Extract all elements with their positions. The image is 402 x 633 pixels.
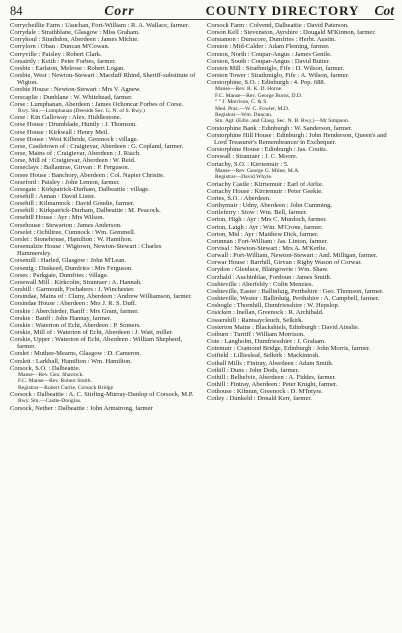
directory-entry: Corse : Kin Galloway : Alex. Hiddlestone. [10,114,122,122]
directory-entry: Corsehill : Annan : David Lister. [10,193,96,200]
directory-entry: Corslett : Larkhall, Hamilton : Wm. Hamilton. [10,357,132,365]
entry-detail: F.C. Manse—Rev. Robert Smith. [18,378,92,385]
directory-entry: Corse, Mains of : Craigievar, Aberdeen : J. Riach. [10,150,141,158]
directory-entry: Coshieville, Easter : Ballinluig, Perthshire : Geo. Thomson, farmer. [207,287,384,295]
directory-entry: Corse : Lumphanan, Aberdeen : James Ochoncar Forbes of Corse. [10,100,184,108]
directory-entry: Coshieville : Aberfeldy : Colin Menzies. [207,280,314,288]
directory-entry: Cortes, S.O. : Aberdeen. [207,194,271,202]
directory-entry: Corsegate : Kirkpatrick-Durham, Dalbeattie : village. [10,185,150,193]
directory-entry: Corsindae House : Aberdeen : Mrs J. R. S. Duff. [10,300,137,308]
directory-entry: Cothill : Belhelvie, Aberdeen : A. Fiddes, farmer. [207,373,336,381]
directory-entry: Cortachy, S.O. : Kirriemuir : 5. [207,160,289,168]
right-running-title: Cot [374,3,394,18]
entry-detail: F.C. Manse—Rev. George Burns, D.D. [215,92,303,99]
directory-entry: Corse House : Kirkwall : Henry Meil. [10,128,110,136]
directory-entry: Corsock, S.O. : Dalbeattie. [10,364,81,372]
directory-entry: Corrylorn : Oban : Duncan M'Cowan. [10,43,110,51]
directory-entry: Corskie : Aberchirder, Banff : Mrs Grant, farmer. [10,307,139,315]
directory-entry: Corwall : Port-William, Newton-Stewart : And. Milligan, farmer. [207,252,378,260]
directory-entry: Corton, High : Ayr : Mrs C. Murdoch, farmer. [207,216,327,224]
directory-entry: Corscaplie : Dunblane : W. Whitehead, farmer. [10,93,133,101]
directory-entry: Corses : Parkgate, Dumfries : village. [10,271,109,279]
directory-entry: Corsehill : Kirkpatrick-Durham, Dalbeattie : M. Peacock. [10,207,161,215]
directory-entry: Corskie, Upper : Waterton of Echt, Aberdeen : William Shepherd, farmer. [10,336,183,351]
directory-entry: Corrydale : Strathblane, Glasgow : Miss Graham. [10,29,140,37]
page-header [10,3,394,18]
entry-detail: " " J. Morrison, C. & S. [215,99,268,106]
directory-entry: Corsehouse : Stewarton : James Anderson. [10,221,122,229]
directory-entry: Corswall : Stranraer : J. C. Moore. [207,153,298,161]
directory-entry: Corton, Mid : Ayr : Matthew Dick, farmer. [207,230,319,238]
entry-detail: Med. Prac.—W. C. Fowler, M.D. [215,105,290,112]
directory-entry: Corryhoul : Strathdon, Aberdeen : James Michie. [10,36,139,44]
right-column [207,22,394,412]
directory-entry: Corse House : West Kilbride, Greenock : village. [10,135,139,143]
directory-entry: Cotley : Dunkeld : Donald Kerr, farmer. [207,395,312,403]
directory-entry: Corselet : Ochiltree, Cumnock : Wm. Gemmell. [10,228,136,236]
directory-entry: Corsindae, Mains of : Cluny, Aberdeen : Andrew Williamson, farmer. [10,293,192,301]
two-column-body [10,22,394,412]
directory-entry: Corseford : Paisley : John Lemon, farmer. [10,178,120,186]
directory-entry: Coshogle : Thornhill, Dumfriesshire : W. Hepslop. [207,302,340,310]
directory-entry: Corsehill House : Ayr : Mrs Wilson. [10,214,105,222]
left-running-title: Corr [104,3,135,18]
directory-entry: Cosicken : Inellan, Greenock : R. Archibald. [207,309,324,317]
directory-entry: Corston Mill : Strathmiglo, Fife : D. Wilson, farmer. [207,64,345,72]
directory-entry: Corskie, Mill of : Waterton of Echt, Aberdeen : J. Watt, miller. [10,328,174,336]
entry-detail: Stn. Agt. (Edin. and Glasg. Sec. N. B. Rwy.)—Mr Simpson. [215,118,350,125]
directory-entry: Corsehill : Kilmarnock : David Goudie, farmer. [10,200,135,208]
entry-detail: Rwy. Stn.—Lumphanan (Deeside Sec. G. N. of S. Rwy.) [18,107,145,114]
directory-entry: Corsairtly : Keith : Peter Forbes, farmer. [10,57,116,65]
directory-entry: Corsemill : Harled, Glasgow : John M'Lean. [10,257,127,265]
directory-entry: Cothill : Duns : John Dods, farmer. [207,366,300,374]
directory-entry: Corsenig : Duskeed, Dumfries : Mrs Ferguson. [10,264,133,272]
directory-entry: Cotfield : Lilliesleaf, Selkirk : Mackintosh. [207,352,320,360]
directory-entry: Cothall Mills : Fintray, Aberdeen : Adam Smith. [207,359,334,367]
directory-entry: Corstorphine House : Edinburgh : Jas. Coutts. [207,146,328,154]
directory-entry: Corsemalzie House : Wigtown, Newton-Stewart : Charles Hammersley. [10,243,162,258]
directory-entry: Cotburn : Turriff : William Morrison. [207,330,305,338]
left-column [10,22,197,412]
entry-detail: Manse—Rev. Geo. Sharrock. [18,371,84,378]
directory-entry: Corse, Castletown of : Craigievar, Aberdeen : G. Copland, farmer. [10,142,184,150]
directory-entry: Corrycheillie Farm : Uauchan, Fort-William : R. A. Wallace, farmer. [10,22,190,29]
directory-entry: Corwar House : Barrhill, Girvan : Rigby Wason of Corwar. [207,259,362,267]
entry-detail: Registrar—Wm. Duncan. [215,112,273,119]
entry-detail: Registrar—Robert Currie, Corsock Bridge [18,384,114,391]
directory-entry: Corston Tower : Strathmiglo, Fife : A. Wilson, farmer. [207,72,349,80]
directory-entry: Corydon : Glenluce, Blairgowrie : Wm. Shaw. [207,266,329,274]
directory-entry: Corskie : Banff : John Hannay, farmer. [10,314,112,322]
directory-entry: Corsbie, West : Newton-Stewart : Macduff Rhind, Sheriff-substitute of Wigton. [10,72,196,87]
directory-entry: Corstamon : Dunscore, Dumfries : Herbt. Austin. [207,36,336,44]
directory-entry: Corskie : Waterton of Echt, Aberdeen : P. Somers. [10,321,141,329]
center-running-title: COUNTY DIRECTORY [205,3,360,18]
directory-entry: Corston : Mid-Calder : Adam Fleming, farmer. [207,43,330,51]
entry-detail: Registrar—David Whyte. [215,174,273,181]
directory-entry: Corstorphine Bank : Edinburgh : W. Sanderson, farmer. [207,124,353,132]
directory-entry: Corslet : Muthee-Mearns, Glasgow : D. Cameron. [10,350,142,358]
directory-entry: Corston, North : Coupar-Angus : James Gentle. [207,50,332,58]
directory-entry: Corstorphine Hill House : Edinburgh : John Henderson, Queen's and Lord Treasurer's Remembrancer in Exchequer. [207,132,387,147]
directory-entry: Corston, South : Coupar-Angus : David Butter. [207,57,331,65]
directory-entry: Corton, Laigh : Ayr : Wm. M'Crone, farmer. [207,223,323,231]
directory-entry: Corse House : Drumblade, Huntly : J. Thomson. [10,121,137,129]
directory-entry: Cothouse : Kilmun, Greenock : D. M'Intyre. [207,388,323,396]
directory-entry: Corsee House : Banchory, Aberdeen : Col. Napier Christie. [10,171,165,179]
entry-detail: Manse—Rev. George G. Milne, M.A. [215,167,300,174]
directory-entry: Coshieville, Wester : Ballinluig, Perthshire : A. Campbell, farmer. [207,295,380,303]
directory-entry: Costerton Mains : Blackshiels, Edinburgh : David Ainslie. [207,323,360,331]
directory-entry: Cotemuir : Cramond Bridge, Edinburgh : John Morris, farmer. [207,345,371,353]
directory-entry: Corsewall Mill : Kirkcolm, Stranraer : A. Hannah. [10,278,142,286]
directory-entry: Corsock Farm : Colvend, Dalbeattie : David Paterson. [207,22,349,29]
directory-entry: Cortleferry : Stow : Wm. Bell, farmer. [207,209,308,217]
directory-entry: Cothill : Fintray, Aberdeen : Peter Knight, farmer. [207,380,338,388]
directory-entry: Cote : Langholm, Dumfriesshire : J. Graham. [207,338,326,346]
directory-entry: Corshill : Garmouth, Fochabers : J. Winchester. [10,286,135,294]
directory-entry: Cortachy Castle : Kirriemuir : Earl of Airlie. [207,180,324,188]
directory-entry: Corsock, Nether : Dalbeattie : John Armstrong, farmer [10,404,153,412]
directory-entry: Cossershill : Ramsaycleuch, Selkirk. [207,316,304,324]
directory-entry: Corunnan : Fort-William : Jas. Linton, farmer. [207,237,329,245]
directory-entry: Corstorphine, S.O. : Edinburgh : 4. Pop. 688. [207,79,326,87]
directory-entry: Corzhald : Auchinblae, Fordoun : James Smith. [207,273,332,281]
directory-entry: Cortachy House : Kirriemuir : Peter Geekie. [207,187,323,195]
entry-detail: Rwy. Stn.—Castle-Douglas. [18,398,82,405]
directory-entry: Corthymuir : Udny, Aberdeen : John Cumming. [207,202,333,210]
directory-entry: Corvisal : Newton-Stewart : Mrs A. M'Kerlie. [207,245,328,252]
directory-entry: Corse, Mill of : Craigievar, Aberdeen : W. Reid. [10,157,136,165]
directory-entry: Corson Kell : Stevenston, Ayrshire : Dougald M'Kinnon, farmer. [207,29,376,37]
page-number: 84 [10,4,23,18]
directory-entry: Corslet : Stonehouse, Hamilton : W. Hamilton. [10,235,133,243]
directory-entry: Corsbie : Earlston, Melrose : Robert Logan. [10,64,125,72]
header-rule [10,19,394,20]
directory-entry: Corryville : Paisley : Robert Clark. [10,50,102,58]
directory-entry: Corseclays : Ballantrae, Girvan : P. Ferguson. [10,164,130,172]
directory-entry: Corsock : Dalbeattie : A. C. Stirling-Murray-Dunlop of Corsock, M.P. [10,391,194,399]
entry-detail: Manse—Rev. R. K. D. Horne. [215,86,283,93]
directory-entry: Corsbie House : Newton-Stewart : Mrs V. Agnew. [10,86,141,94]
